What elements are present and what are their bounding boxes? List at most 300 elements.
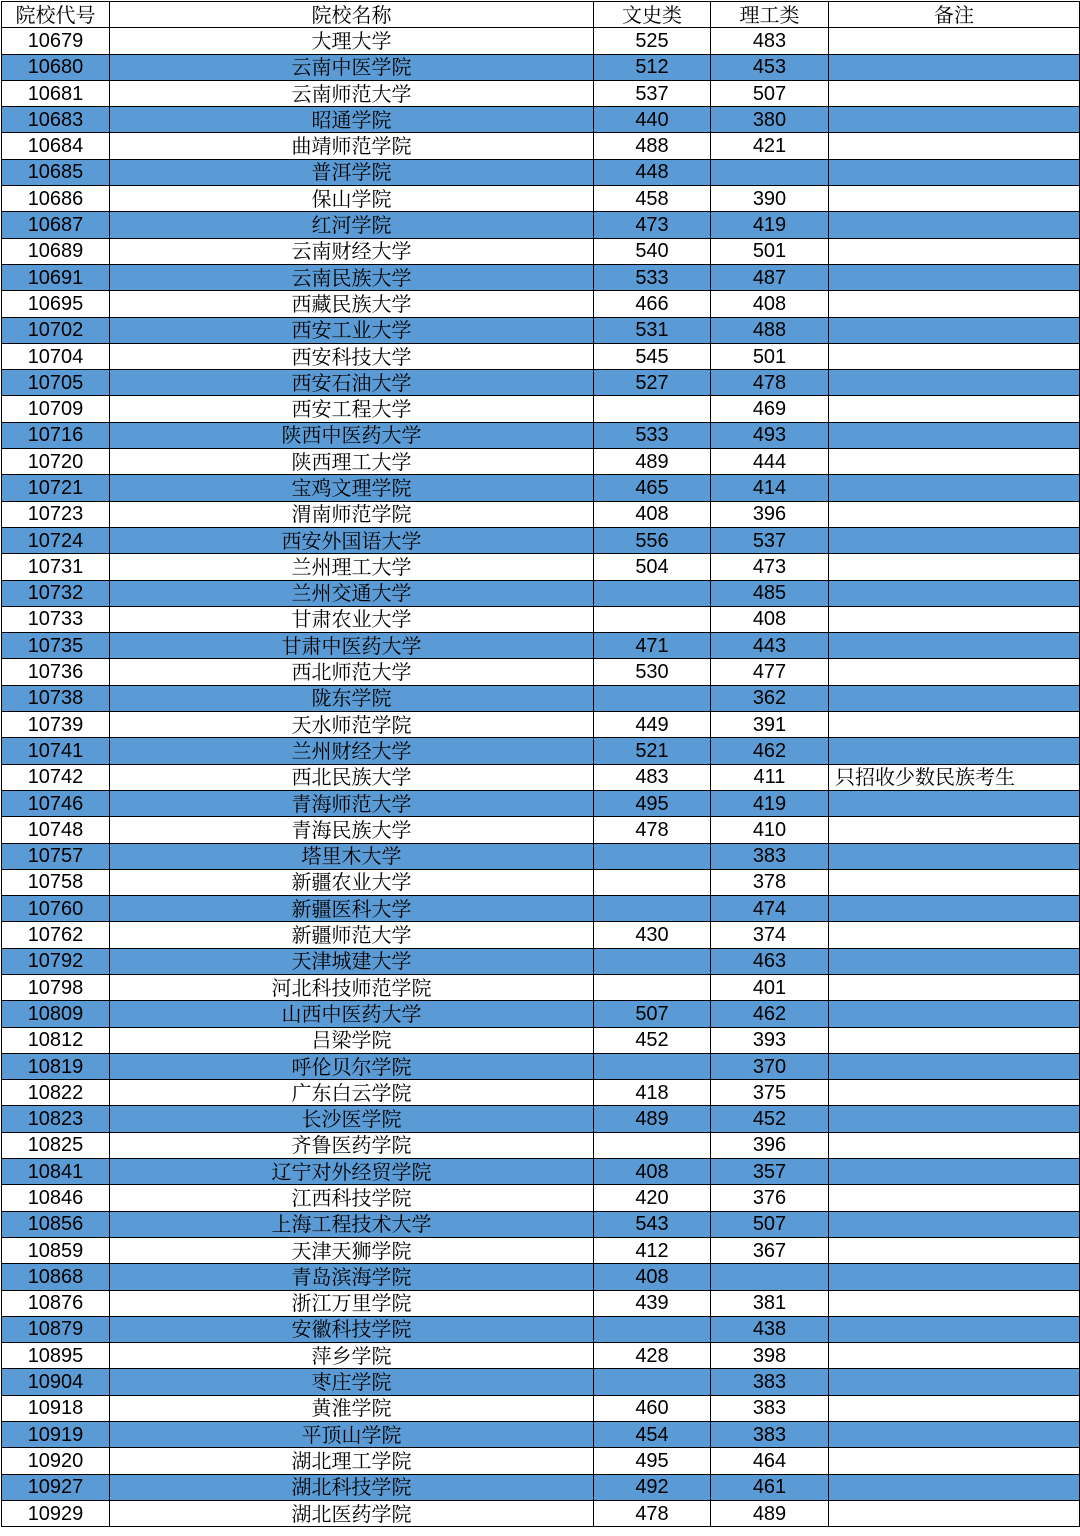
- science-score-cell: 408: [711, 606, 829, 632]
- table-row: [2, 606, 1080, 632]
- arts-score-cell: 521: [594, 738, 711, 764]
- school-name-cell: 辽宁对外经贸学院: [110, 1159, 594, 1185]
- arts-score-cell: 488: [594, 133, 711, 159]
- school-code-cell: 10716: [2, 422, 110, 448]
- school-name-cell: 兰州交通大学: [110, 580, 594, 606]
- note-cell: [829, 843, 1080, 869]
- note-cell: [829, 1343, 1080, 1369]
- science-score-cell: 485: [711, 580, 829, 606]
- school-code-cell: 10709: [2, 396, 110, 422]
- note-cell: 只招收少数民族考生: [829, 764, 1080, 790]
- science-score-cell: 383: [711, 843, 829, 869]
- school-name-cell: 湖北医药学院: [110, 1500, 594, 1526]
- school-code-cell: 10825: [2, 1132, 110, 1158]
- table-row: [2, 1422, 1080, 1448]
- school-code-cell: 10723: [2, 501, 110, 527]
- header-science-score: 理工类: [711, 2, 829, 28]
- school-name-cell: 西北师范大学: [110, 659, 594, 685]
- note-cell: [829, 1080, 1080, 1106]
- science-score-cell: 493: [711, 422, 829, 448]
- header-school-name: 院校名称: [110, 2, 594, 28]
- note-cell: [829, 1290, 1080, 1316]
- school-code-cell: 10809: [2, 1001, 110, 1027]
- arts-score-cell: 543: [594, 1211, 711, 1237]
- school-name-cell: 云南中医学院: [110, 54, 594, 80]
- table-row: [2, 817, 1080, 843]
- arts-score-cell: 530: [594, 659, 711, 685]
- note-cell: [829, 554, 1080, 580]
- school-name-cell: 红河学院: [110, 212, 594, 238]
- header-arts-score: 文史类: [594, 2, 711, 28]
- arts-score-cell: 412: [594, 1237, 711, 1263]
- school-code-cell: 10846: [2, 1185, 110, 1211]
- science-score-cell: 444: [711, 449, 829, 475]
- science-score-cell: 501: [711, 238, 829, 264]
- school-code-cell: 10760: [2, 896, 110, 922]
- science-score-cell: 419: [711, 212, 829, 238]
- school-name-cell: 云南民族大学: [110, 264, 594, 290]
- science-score-cell: 462: [711, 738, 829, 764]
- arts-score-cell: [594, 896, 711, 922]
- note-cell: [829, 527, 1080, 553]
- arts-score-cell: [594, 685, 711, 711]
- arts-score-cell: 495: [594, 1448, 711, 1474]
- table-row: [2, 1185, 1080, 1211]
- school-code-cell: 10732: [2, 580, 110, 606]
- admission-score-table: [1, 1, 1080, 1527]
- note-cell: [829, 449, 1080, 475]
- school-name-cell: 陕西中医药大学: [110, 422, 594, 448]
- science-score-cell: 374: [711, 922, 829, 948]
- table-row: [2, 1237, 1080, 1263]
- arts-score-cell: 533: [594, 422, 711, 448]
- note-cell: [829, 1448, 1080, 1474]
- table-row: [2, 159, 1080, 185]
- school-name-cell: 新疆农业大学: [110, 869, 594, 895]
- table-row: [2, 80, 1080, 106]
- table-row: [2, 107, 1080, 133]
- table-row: [2, 659, 1080, 685]
- science-score-cell: 390: [711, 186, 829, 212]
- arts-score-cell: 489: [594, 1106, 711, 1132]
- header-note: 备注: [829, 2, 1080, 28]
- table-row: [2, 501, 1080, 527]
- school-name-cell: 天津城建大学: [110, 948, 594, 974]
- arts-score-cell: [594, 606, 711, 632]
- school-name-cell: 上海工程技术大学: [110, 1211, 594, 1237]
- school-code-cell: 10822: [2, 1080, 110, 1106]
- note-cell: [829, 1500, 1080, 1526]
- table-row: [2, 527, 1080, 553]
- arts-score-cell: 478: [594, 1500, 711, 1526]
- note-cell: [829, 501, 1080, 527]
- science-score-cell: 438: [711, 1316, 829, 1342]
- school-code-cell: 10704: [2, 343, 110, 369]
- school-code-cell: 10868: [2, 1264, 110, 1290]
- school-code-cell: 10823: [2, 1106, 110, 1132]
- school-code-cell: 10733: [2, 606, 110, 632]
- school-code-cell: 10895: [2, 1343, 110, 1369]
- school-code-cell: 10736: [2, 659, 110, 685]
- table-row: [2, 1290, 1080, 1316]
- arts-score-cell: 471: [594, 633, 711, 659]
- school-code-cell: 10859: [2, 1237, 110, 1263]
- table-row: [2, 54, 1080, 80]
- school-name-cell: 新疆师范大学: [110, 922, 594, 948]
- arts-score-cell: 540: [594, 238, 711, 264]
- science-score-cell: [711, 1264, 829, 1290]
- table-row: [2, 1500, 1080, 1526]
- science-score-cell: 478: [711, 370, 829, 396]
- table-row: [2, 1264, 1080, 1290]
- science-score-cell: 474: [711, 896, 829, 922]
- school-code-cell: 10684: [2, 133, 110, 159]
- note-cell: [829, 869, 1080, 895]
- school-name-cell: 保山学院: [110, 186, 594, 212]
- school-name-cell: 湖北理工学院: [110, 1448, 594, 1474]
- table-row: [2, 291, 1080, 317]
- note-cell: [829, 212, 1080, 238]
- school-code-cell: 10929: [2, 1500, 110, 1526]
- arts-score-cell: 473: [594, 212, 711, 238]
- school-code-cell: 10689: [2, 238, 110, 264]
- school-code-cell: 10687: [2, 212, 110, 238]
- school-name-cell: 山西中医药大学: [110, 1001, 594, 1027]
- school-name-cell: 西安石油大学: [110, 370, 594, 396]
- table-row: [2, 1448, 1080, 1474]
- science-score-cell: 401: [711, 974, 829, 1000]
- school-name-cell: 呼伦贝尔学院: [110, 1053, 594, 1079]
- school-code-cell: 10681: [2, 80, 110, 106]
- school-name-cell: 黄淮学院: [110, 1395, 594, 1421]
- science-score-cell: 463: [711, 948, 829, 974]
- table-row: [2, 1080, 1080, 1106]
- note-cell: [829, 291, 1080, 317]
- science-score-cell: 376: [711, 1185, 829, 1211]
- note-cell: [829, 475, 1080, 501]
- table-row: [2, 264, 1080, 290]
- school-code-cell: 10841: [2, 1159, 110, 1185]
- arts-score-cell: 458: [594, 186, 711, 212]
- arts-score-cell: 420: [594, 1185, 711, 1211]
- table-row: [2, 712, 1080, 738]
- school-name-cell: 西安科技大学: [110, 343, 594, 369]
- school-name-cell: 曲靖师范学院: [110, 133, 594, 159]
- science-score-cell: 488: [711, 317, 829, 343]
- arts-score-cell: 525: [594, 28, 711, 54]
- arts-score-cell: 460: [594, 1395, 711, 1421]
- school-name-cell: 齐鲁医药学院: [110, 1132, 594, 1158]
- note-cell: [829, 159, 1080, 185]
- school-code-cell: 10686: [2, 186, 110, 212]
- table-row: [2, 1474, 1080, 1500]
- school-code-cell: 10739: [2, 712, 110, 738]
- table-row: [2, 396, 1080, 422]
- table-row: [2, 922, 1080, 948]
- school-code-cell: 10683: [2, 107, 110, 133]
- science-score-cell: 473: [711, 554, 829, 580]
- note-cell: [829, 80, 1080, 106]
- note-cell: [829, 790, 1080, 816]
- arts-score-cell: 452: [594, 1027, 711, 1053]
- table-row: [2, 1132, 1080, 1158]
- school-name-cell: 湖北科技学院: [110, 1474, 594, 1500]
- science-score-cell: 410: [711, 817, 829, 843]
- school-name-cell: 昭通学院: [110, 107, 594, 133]
- school-code-cell: 10919: [2, 1422, 110, 1448]
- school-code-cell: 10819: [2, 1053, 110, 1079]
- note-cell: [829, 948, 1080, 974]
- table-row: [2, 738, 1080, 764]
- note-cell: [829, 580, 1080, 606]
- arts-score-cell: [594, 1132, 711, 1158]
- table-row: [2, 974, 1080, 1000]
- school-name-cell: 兰州理工大学: [110, 554, 594, 580]
- science-score-cell: 477: [711, 659, 829, 685]
- note-cell: [829, 186, 1080, 212]
- school-name-cell: 天津天狮学院: [110, 1237, 594, 1263]
- science-score-cell: 383: [711, 1422, 829, 1448]
- school-name-cell: 陇东学院: [110, 685, 594, 711]
- school-code-cell: 10724: [2, 527, 110, 553]
- science-score-cell: 393: [711, 1027, 829, 1053]
- table-row: [2, 1343, 1080, 1369]
- arts-score-cell: 512: [594, 54, 711, 80]
- science-score-cell: 391: [711, 712, 829, 738]
- school-name-cell: 新疆医科大学: [110, 896, 594, 922]
- arts-score-cell: 527: [594, 370, 711, 396]
- school-name-cell: 西安工程大学: [110, 396, 594, 422]
- table-row: [2, 1053, 1080, 1079]
- school-name-cell: 平顶山学院: [110, 1422, 594, 1448]
- note-cell: [829, 659, 1080, 685]
- table-row: [2, 1395, 1080, 1421]
- table-row: [2, 133, 1080, 159]
- arts-score-cell: 408: [594, 501, 711, 527]
- school-code-cell: 10748: [2, 817, 110, 843]
- table-row: [2, 580, 1080, 606]
- table-row: [2, 186, 1080, 212]
- school-name-cell: 河北科技师范学院: [110, 974, 594, 1000]
- arts-score-cell: [594, 1369, 711, 1395]
- science-score-cell: 398: [711, 1343, 829, 1369]
- school-name-cell: 安徽科技学院: [110, 1316, 594, 1342]
- school-code-cell: 10685: [2, 159, 110, 185]
- arts-score-cell: 531: [594, 317, 711, 343]
- table-row: [2, 317, 1080, 343]
- note-cell: [829, 1474, 1080, 1500]
- school-name-cell: 大理大学: [110, 28, 594, 54]
- table-row: [2, 212, 1080, 238]
- table-row: [2, 554, 1080, 580]
- school-name-cell: 兰州财经大学: [110, 738, 594, 764]
- school-code-cell: 10856: [2, 1211, 110, 1237]
- table-row: [2, 370, 1080, 396]
- note-cell: [829, 1422, 1080, 1448]
- arts-score-cell: 428: [594, 1343, 711, 1369]
- science-score-cell: 421: [711, 133, 829, 159]
- arts-score-cell: [594, 1316, 711, 1342]
- arts-score-cell: 507: [594, 1001, 711, 1027]
- table-row: [2, 790, 1080, 816]
- school-name-cell: 云南财经大学: [110, 238, 594, 264]
- note-cell: [829, 1316, 1080, 1342]
- science-score-cell: 380: [711, 107, 829, 133]
- note-cell: [829, 712, 1080, 738]
- note-cell: [829, 738, 1080, 764]
- school-name-cell: 天水师范学院: [110, 712, 594, 738]
- arts-score-cell: 449: [594, 712, 711, 738]
- school-code-cell: 10679: [2, 28, 110, 54]
- science-score-cell: 462: [711, 1001, 829, 1027]
- school-name-cell: 萍乡学院: [110, 1343, 594, 1369]
- note-cell: [829, 1264, 1080, 1290]
- header-row: [2, 2, 1080, 28]
- table-row: [2, 948, 1080, 974]
- note-cell: [829, 1211, 1080, 1237]
- science-score-cell: 370: [711, 1053, 829, 1079]
- table-row: [2, 1159, 1080, 1185]
- science-score-cell: 383: [711, 1395, 829, 1421]
- note-cell: [829, 107, 1080, 133]
- note-cell: [829, 1237, 1080, 1263]
- note-cell: [829, 1369, 1080, 1395]
- science-score-cell: 411: [711, 764, 829, 790]
- table-row: [2, 238, 1080, 264]
- note-cell: [829, 633, 1080, 659]
- science-score-cell: 381: [711, 1290, 829, 1316]
- school-name-cell: 广东白云学院: [110, 1080, 594, 1106]
- note-cell: [829, 317, 1080, 343]
- note-cell: [829, 1132, 1080, 1158]
- arts-score-cell: 454: [594, 1422, 711, 1448]
- school-code-cell: 10702: [2, 317, 110, 343]
- note-cell: [829, 1159, 1080, 1185]
- arts-score-cell: [594, 948, 711, 974]
- table-body: [2, 28, 1080, 1527]
- arts-score-cell: 465: [594, 475, 711, 501]
- school-code-cell: 10742: [2, 764, 110, 790]
- school-name-cell: 塔里木大学: [110, 843, 594, 869]
- arts-score-cell: 545: [594, 343, 711, 369]
- school-name-cell: 青海师范大学: [110, 790, 594, 816]
- note-cell: [829, 28, 1080, 54]
- science-score-cell: 443: [711, 633, 829, 659]
- school-code-cell: 10876: [2, 1290, 110, 1316]
- arts-score-cell: 466: [594, 291, 711, 317]
- science-score-cell: 501: [711, 343, 829, 369]
- arts-score-cell: [594, 974, 711, 1000]
- school-name-cell: 渭南师范学院: [110, 501, 594, 527]
- science-score-cell: 414: [711, 475, 829, 501]
- school-code-cell: 10691: [2, 264, 110, 290]
- school-name-cell: 枣庄学院: [110, 1369, 594, 1395]
- arts-score-cell: 489: [594, 449, 711, 475]
- school-code-cell: 10680: [2, 54, 110, 80]
- science-score-cell: 489: [711, 1500, 829, 1526]
- science-score-cell: 537: [711, 527, 829, 553]
- note-cell: [829, 396, 1080, 422]
- school-name-cell: 青岛滨海学院: [110, 1264, 594, 1290]
- school-name-cell: 宝鸡文理学院: [110, 475, 594, 501]
- science-score-cell: 453: [711, 54, 829, 80]
- school-code-cell: 10720: [2, 449, 110, 475]
- science-score-cell: 507: [711, 1211, 829, 1237]
- note-cell: [829, 1106, 1080, 1132]
- school-name-cell: 甘肃农业大学: [110, 606, 594, 632]
- arts-score-cell: 537: [594, 80, 711, 106]
- table-row: [2, 1001, 1080, 1027]
- note-cell: [829, 974, 1080, 1000]
- school-code-cell: 10738: [2, 685, 110, 711]
- school-name-cell: 陕西理工大学: [110, 449, 594, 475]
- table-row: [2, 1316, 1080, 1342]
- arts-score-cell: [594, 843, 711, 869]
- table-row: [2, 1106, 1080, 1132]
- science-score-cell: 367: [711, 1237, 829, 1263]
- table-row: [2, 869, 1080, 895]
- header-school-code: 院校代号: [2, 2, 110, 28]
- school-code-cell: 10927: [2, 1474, 110, 1500]
- note-cell: [829, 238, 1080, 264]
- table-row: [2, 343, 1080, 369]
- arts-score-cell: 533: [594, 264, 711, 290]
- school-name-cell: 吕梁学院: [110, 1027, 594, 1053]
- note-cell: [829, 54, 1080, 80]
- note-cell: [829, 1053, 1080, 1079]
- school-code-cell: 10705: [2, 370, 110, 396]
- note-cell: [829, 370, 1080, 396]
- school-name-cell: 西藏民族大学: [110, 291, 594, 317]
- arts-score-cell: [594, 1053, 711, 1079]
- table-row: [2, 896, 1080, 922]
- arts-score-cell: 430: [594, 922, 711, 948]
- note-cell: [829, 1027, 1080, 1053]
- school-code-cell: 10695: [2, 291, 110, 317]
- school-name-cell: 普洱学院: [110, 159, 594, 185]
- science-score-cell: 469: [711, 396, 829, 422]
- school-code-cell: 10792: [2, 948, 110, 974]
- note-cell: [829, 922, 1080, 948]
- table-row: [2, 449, 1080, 475]
- school-name-cell: 云南师范大学: [110, 80, 594, 106]
- school-code-cell: 10731: [2, 554, 110, 580]
- science-score-cell: 396: [711, 501, 829, 527]
- arts-score-cell: 492: [594, 1474, 711, 1500]
- table-row: [2, 475, 1080, 501]
- note-cell: [829, 133, 1080, 159]
- school-code-cell: 10812: [2, 1027, 110, 1053]
- school-name-cell: 西安外国语大学: [110, 527, 594, 553]
- note-cell: [829, 896, 1080, 922]
- table-row: [2, 28, 1080, 54]
- science-score-cell: 408: [711, 291, 829, 317]
- science-score-cell: 357: [711, 1159, 829, 1185]
- table-row: [2, 1369, 1080, 1395]
- note-cell: [829, 422, 1080, 448]
- note-cell: [829, 264, 1080, 290]
- school-code-cell: 10879: [2, 1316, 110, 1342]
- school-name-cell: 西安工业大学: [110, 317, 594, 343]
- note-cell: [829, 606, 1080, 632]
- arts-score-cell: 439: [594, 1290, 711, 1316]
- table-row: [2, 422, 1080, 448]
- school-code-cell: 10735: [2, 633, 110, 659]
- note-cell: [829, 1001, 1080, 1027]
- table-row: [2, 843, 1080, 869]
- arts-score-cell: 556: [594, 527, 711, 553]
- science-score-cell: 375: [711, 1080, 829, 1106]
